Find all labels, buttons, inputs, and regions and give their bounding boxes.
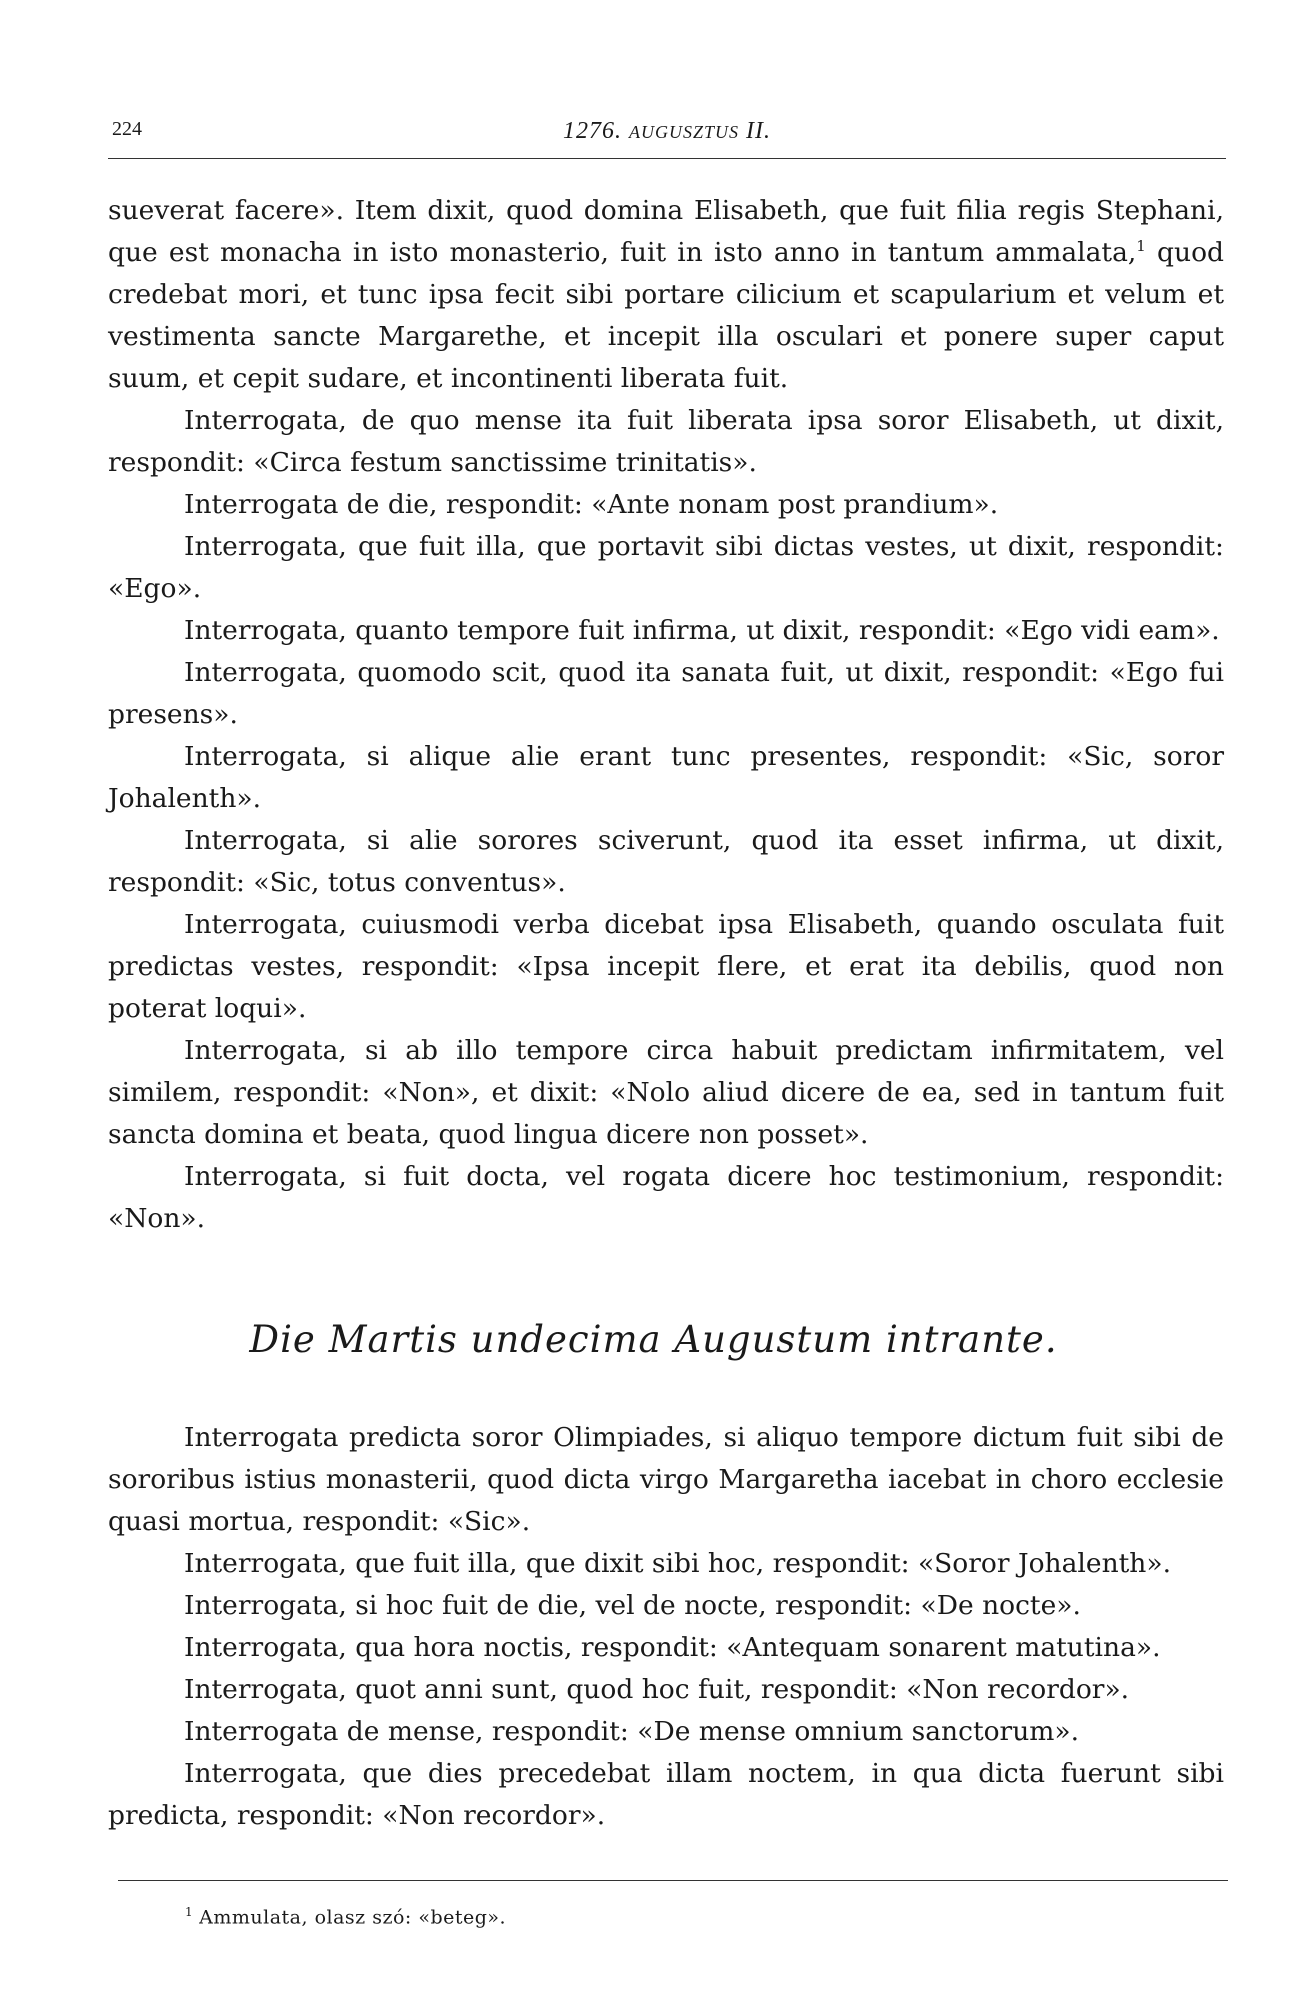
footnote (185, 1905, 506, 1928)
paragraph: Interrogata, si fuit docta, vel rogata dicere hoc testimonium, respondit: «Non». (108, 1161, 1224, 1234)
footnote-reference: 1 (1136, 237, 1146, 256)
footnote-text: Ammulata, olasz szó: «beteg». (199, 1906, 507, 1929)
paragraph: Interrogata de mense, respondit: «De mense omnium sanctorum». (184, 1716, 1080, 1747)
footnote-rule (118, 1880, 1228, 1881)
paragraph: Interrogata, que fuit illa, que dixit sibi hoc, respondit: «Soror Johalenth». (184, 1548, 1171, 1579)
footnote-mark: 1 (185, 1905, 194, 1919)
paragraph: Interrogata, si alie sorores sciverunt, quod ita esset infirma, ut dixit, respondit: «Sic, totus conventus». (108, 825, 1224, 898)
paragraph: Interrogata, quanto tempore fuit infirma, ut dixit, respondit: «Ego vidi eam». (184, 615, 1220, 646)
paragraph: Interrogata, quot anni sunt, quod hoc fuit, respondit: «Non recordor». (184, 1674, 1130, 1705)
paragraph: Interrogata, quomodo scit, quod ita sanata fuit, ut dixit, respondit: «Ego fui presens». (108, 657, 1224, 730)
paragraph: Interrogata de die, respondit: «Ante nonam post prandium». (184, 489, 999, 520)
paragraph: Interrogata, que dies precedebat illam noctem, in qua dicta fuerunt sibi predicta, respondit: «Non recordor». (108, 1758, 1224, 1831)
header-day: II. (746, 118, 771, 144)
paragraph: sueverat facere». Item dixit, quod domina Elisabeth, que fuit filia regis Stephani, que est monacha in isto monasterio, fuit in isto anno in tantum ammalata,$^1$ quod credebat mori, et tunc ipsa fecit sibi portare cilicium et scapularium et velum et vestimenta sancte Margarethe, et incepit illa osculari et ponere super caput suum, et cepit sudare, et incontinenti liberata fuit. (108, 195, 1224, 394)
paragraph: Interrogata, si alique alie erant tunc presentes, respondit: «Sic, soror Johalenth». (108, 741, 1224, 814)
header-year: 1276. (563, 118, 622, 144)
paragraph: Interrogata, que fuit illa, que portavit sibi dictas vestes, ut dixit, respondit: «Ego». (108, 531, 1224, 604)
section-heading: Die Martis undecima Augustum intrante. (249, 1318, 1058, 1361)
page-number: 224 (112, 118, 142, 140)
header-title (112, 118, 1222, 145)
paragraph: Interrogata, si hoc fuit de die, vel de nocte, respondit: «De nocte». (184, 1590, 1081, 1621)
testimony-section-1 (108, 190, 1224, 1240)
header-rule (108, 158, 1226, 159)
paragraph: Interrogata, de quo mense ita fuit liberata ipsa soror Elisabeth, ut dixit, respondit: «Circa festum sanctissime trinitatis». (108, 405, 1224, 478)
header-month: AUGUSZTUS (629, 122, 740, 142)
paragraph: Interrogata predicta soror Olimpiades, si aliquo tempore dictum fuit sibi de sororibus istius monasterii, quod dicta virgo Margaretha iacebat in choro ecclesie quasi mortua, respondit: «Sic». (108, 1422, 1224, 1537)
paragraph: Interrogata, si ab illo tempore circa habuit predictam infirmitatem, vel similem, respondit: «Non», et dixit: «Nolo aliud dicere de ea, sed in tantum fuit sancta domina et beata, quod lingua dicere non posset». (108, 1035, 1224, 1150)
paragraph: Interrogata, cuiusmodi verba dicebat ipsa Elisabeth, quando osculata fuit predictas vestes, respondit: «Ipsa incepit flere, et erat ita debilis, quod non poterat loqui». (108, 909, 1224, 1024)
paragraph: Interrogata, qua hora noctis, respondit: «Antequam sonarent matutina». (184, 1632, 1161, 1663)
testimony-section-2 (108, 1417, 1224, 1837)
